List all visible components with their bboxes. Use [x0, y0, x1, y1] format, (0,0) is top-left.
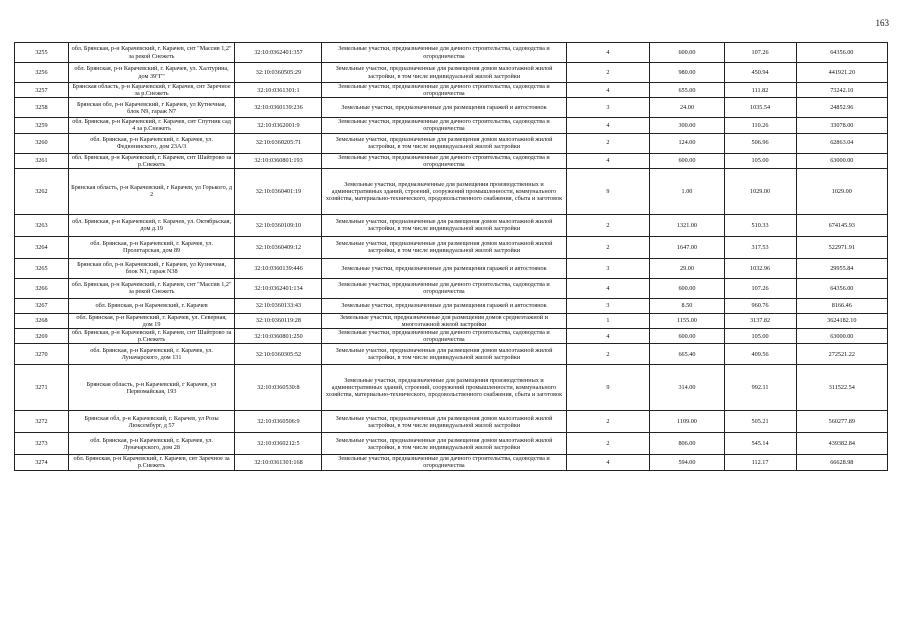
cell-number: 3261 [15, 153, 69, 168]
table-row [15, 411, 888, 433]
table-row [15, 153, 888, 168]
cell-cadastral-number: 32:10:0360801:193 [235, 153, 322, 168]
cell-area: 300.00 [650, 118, 724, 133]
cell-cadastral-value: 674145.93 [796, 214, 887, 236]
cell-cadastral-number: 32:10:0360139:446 [235, 258, 322, 278]
cell-address: обл. Брянская, р-н Карачевский, г. Карачев, снт Спутник сад 4 за р.Снежеть [68, 118, 235, 133]
cell-permitted-use: Земельные участки, предназначенные для размещения производственных и административных зданий, строений, сооружений промышленности, коммунального хозяйства, материально-технического, продовольственного снабжения, сбыта и заготовок [322, 365, 566, 411]
cell-area: 1.00 [650, 168, 724, 214]
cell-specific-value: 450.94 [724, 63, 796, 83]
cell-number: 3256 [15, 63, 69, 83]
cell-area: 600.00 [650, 153, 724, 168]
cell-number: 3269 [15, 329, 69, 344]
cell-number: 3262 [15, 168, 69, 214]
cell-number: 3258 [15, 98, 69, 118]
table-row [15, 433, 888, 455]
cell-permitted-use: Земельные участки, предназначенные для размещения домов малоэтажной жилой застройки, в том числе индивидуальной жилой застройки [322, 411, 566, 433]
cell-cadastral-number: 32:10:0360505:29 [235, 63, 322, 83]
cell-specific-value: 545.14 [724, 433, 796, 455]
cell-use-group: 4 [566, 118, 650, 133]
cell-permitted-use: Земельные участки, предназначенные для размещения домов малоэтажной жилой застройки, в том числе индивидуальной жилой застройки [322, 236, 566, 258]
cell-address: обл. Брянская, р-н Карачевский, г. Карачев, ул. Луначарского, дом 28 [68, 433, 235, 455]
cell-permitted-use: Земельные участки, предназначенные для размещения гаражей и автостоянок [322, 98, 566, 118]
cell-number: 3263 [15, 214, 69, 236]
cell-area: 594.00 [650, 455, 724, 470]
cell-cadastral-value: 560277.89 [796, 411, 887, 433]
cell-number: 3270 [15, 344, 69, 365]
cell-cadastral-value: 3624182.10 [796, 313, 887, 328]
cell-cadastral-value: 73242.10 [796, 83, 887, 98]
cell-permitted-use: Земельные участки, предназначенные для дачного строительства, садоводства и огородничества [322, 278, 566, 298]
cell-address: обл. Брянская, р-н Карачевский, г. Карачев, снт Шайтрово за р.Снежеть [68, 153, 235, 168]
cell-number: 3255 [15, 43, 69, 63]
cell-address: Брянская обл, р-н Карачевский, г Карачев, ул Кутнечная, блок N9, гараж N7 [68, 98, 235, 118]
cell-cadastral-number: 32:10:0360139:236 [235, 98, 322, 118]
cell-specific-value: 1035.54 [724, 98, 796, 118]
cell-address: Брянская область, р-н Карачевский, г Карачев, ул Первомайская, 193 [68, 365, 235, 411]
cell-cadastral-value: 64356.00 [796, 278, 887, 298]
cell-address: обл. Брянская, р-н Карачевский, г. Карачев, ул. Федюнинского, дом 23А/3 [68, 133, 235, 153]
cell-cadastral-value: 311522.54 [796, 365, 887, 411]
cell-area: 1109.00 [650, 411, 724, 433]
cell-cadastral-value: 1029.00 [796, 168, 887, 214]
cell-cadastral-value: 63000.00 [796, 329, 887, 344]
cell-use-group: 2 [566, 236, 650, 258]
cell-cadastral-number: 32:10:0361301:1 [235, 83, 322, 98]
cell-permitted-use: Земельные участки, предназначенные для размещения домов малоэтажной жилой застройки, в том числе индивидуальной жилой застройки [322, 344, 566, 365]
cell-specific-value: 960.76 [724, 298, 796, 313]
cell-area: 665.40 [650, 344, 724, 365]
cell-use-group: 4 [566, 43, 650, 63]
cell-number: 3265 [15, 258, 69, 278]
table-row [15, 365, 888, 411]
cell-cadastral-number: 32:10:0362401:134 [235, 278, 322, 298]
cell-cadastral-value: 33078.00 [796, 118, 887, 133]
cell-permitted-use: Земельные участки, предназначенные для размещения производственных и административных зданий, строений, сооружений промышленности, коммунального хозяйства, материально-технического, продовольственного снабжения, сбыта и заготовок [322, 168, 566, 214]
cell-address: обл. Брянская, р-н Карачевский, г. Карачев, снт Заречное за р.Снежеть [68, 455, 235, 470]
cell-number: 3268 [15, 313, 69, 328]
cell-number: 3260 [15, 133, 69, 153]
cell-number: 3273 [15, 433, 69, 455]
land-plot-table [14, 42, 888, 471]
cell-use-group: 2 [566, 63, 650, 83]
cell-cadastral-number: 32:10:0362001:9 [235, 118, 322, 133]
cell-address: обл. Брянская, р-н Карачевский, г. Карачев, ул. Октябрьская, дом д.19 [68, 214, 235, 236]
cell-cadastral-value: 24852.96 [796, 98, 887, 118]
cell-number: 3271 [15, 365, 69, 411]
cell-address: обл. Брянская, р-н Карачевский, г. Карачев, снт "Массив 1,2" за рекой Снежеть [68, 278, 235, 298]
cell-permitted-use: Земельные участки, предназначенные для дачного строительства, садоводства и огородничества [322, 118, 566, 133]
table-row [15, 168, 888, 214]
cell-use-group: 4 [566, 329, 650, 344]
cell-use-group: 2 [566, 433, 650, 455]
cell-use-group: 1 [566, 313, 650, 328]
table-row [15, 63, 888, 83]
cell-address: Брянская область, р-н Карачевский, г Карачев, ул Горького, д 2 [68, 168, 235, 214]
cell-area: 124.00 [650, 133, 724, 153]
cell-cadastral-number: 32:10:0360401:19 [235, 168, 322, 214]
cell-use-group: 4 [566, 83, 650, 98]
table-row [15, 98, 888, 118]
table-row [15, 133, 888, 153]
cell-address: обл. Брянская, р-н Карачевский, г. Карачев, ул. Луначарского, дом 131 [68, 344, 235, 365]
cell-number: 3257 [15, 83, 69, 98]
cell-number: 3272 [15, 411, 69, 433]
cell-use-group: 2 [566, 411, 650, 433]
cell-specific-value: 3137.82 [724, 313, 796, 328]
cell-address: обл. Брянская, р-н Карачевский, г. Карачев, ул. Северная, дом 19 [68, 313, 235, 328]
cell-area: 806.00 [650, 433, 724, 455]
cell-cadastral-value: 29955.84 [796, 258, 887, 278]
cell-cadastral-number: 32:10:0360205:71 [235, 133, 322, 153]
cell-area: 600.00 [650, 278, 724, 298]
cell-address: обл. Брянская, р-н Карачевский, г. Карачев, ул. Халтурина, дом 39"Г" [68, 63, 235, 83]
table-row [15, 313, 888, 328]
cell-address: обл. Брянская, р-н Карачевский, г. Карачев, ул. Пролетарская, дом 89 [68, 236, 235, 258]
cell-use-group: 2 [566, 344, 650, 365]
cell-area: 1155.00 [650, 313, 724, 328]
cell-specific-value: 107.26 [724, 278, 796, 298]
cell-cadastral-number: 32:10:0360212:5 [235, 433, 322, 455]
cell-cadastral-number: 32:10:0360530:8 [235, 365, 322, 411]
table-row [15, 118, 888, 133]
table-body [15, 43, 888, 471]
cell-cadastral-value: 522971.91 [796, 236, 887, 258]
cell-area: 8.50 [650, 298, 724, 313]
cell-use-group: 9 [566, 365, 650, 411]
cell-permitted-use: Земельные участки, предназначенные для размещения домов малоэтажной жилой застройки, в том числе индивидуальной жилой застройки [322, 63, 566, 83]
cell-cadastral-value: 64356.00 [796, 43, 887, 63]
cell-cadastral-value: 66628.98 [796, 455, 887, 470]
cell-cadastral-value: 62863.04 [796, 133, 887, 153]
cell-specific-value: 506.96 [724, 133, 796, 153]
cell-number: 3267 [15, 298, 69, 313]
cell-permitted-use: Земельные участки, предназначенные для размещения домов малоэтажной жилой застройки, в том числе индивидуальной жилой застройки [322, 214, 566, 236]
cell-address: Брянская обл, р-н Карачевский, г. Карачев, ул Розы Люксембург, д 57 [68, 411, 235, 433]
cell-area: 980.00 [650, 63, 724, 83]
cell-permitted-use: Земельные участки, предназначенные для дачного строительства, садоводства и огородничества [322, 329, 566, 344]
table-row [15, 455, 888, 470]
table-row [15, 83, 888, 98]
cell-area: 600.00 [650, 43, 724, 63]
cell-specific-value: 105.00 [724, 153, 796, 168]
cell-specific-value: 105.00 [724, 329, 796, 344]
cell-use-group: 2 [566, 214, 650, 236]
cell-address: Брянская обл, р-н Карачевский, г Карачев, ул Кузнечная, блок N1, гараж N38 [68, 258, 235, 278]
cell-use-group: 9 [566, 168, 650, 214]
cell-area: 600.00 [650, 329, 724, 344]
cell-cadastral-value: 272521.22 [796, 344, 887, 365]
cell-specific-value: 111.82 [724, 83, 796, 98]
cell-address: Брянская область, р-н Карачевский, г Карачев, снт Заречное за р.Снежеть [68, 83, 235, 98]
table-row [15, 344, 888, 365]
cell-number: 3266 [15, 278, 69, 298]
cell-use-group: 3 [566, 258, 650, 278]
cell-area: 655.00 [650, 83, 724, 98]
cell-number: 3259 [15, 118, 69, 133]
table-row [15, 236, 888, 258]
cell-cadastral-number: 32:10:0361301:168 [235, 455, 322, 470]
cell-area: 314.00 [650, 365, 724, 411]
table-row [15, 43, 888, 63]
cell-cadastral-number: 32:10:0360119:28 [235, 313, 322, 328]
cell-permitted-use: Земельные участки, предназначенные для размещения домов малоэтажной жилой застройки, в том числе индивидуальной жилой застройки [322, 133, 566, 153]
cell-address: обл. Брянская, р-н Карачевский, г. Карачев, снт Шайтрово за р.Снежеть [68, 329, 235, 344]
cell-cadastral-number: 32:10:0360305:52 [235, 344, 322, 365]
cell-number: 3264 [15, 236, 69, 258]
cell-area: 24.00 [650, 98, 724, 118]
cell-use-group: 3 [566, 298, 650, 313]
cell-permitted-use: Земельные участки, предназначенные для размещения домов среднеэтажной и многоэтажной жилой застройки [322, 313, 566, 328]
cell-cadastral-value: 441921.20 [796, 63, 887, 83]
cell-area: 1647.00 [650, 236, 724, 258]
cell-use-group: 4 [566, 153, 650, 168]
cell-area: 1321.00 [650, 214, 724, 236]
page-number: 163 [875, 18, 889, 28]
cell-use-group: 4 [566, 455, 650, 470]
cell-permitted-use: Земельные участки, предназначенные для размещения домов малоэтажной жилой застройки, в том числе индивидуальной жилой застройки [322, 433, 566, 455]
cell-address: обл. Брянская, р-н Карачевский, г. Карачев, снт "Массив 1,2" за рекой Снежеть [68, 43, 235, 63]
cell-permitted-use: Земельные участки, предназначенные для дачного строительства, садоводства и огородничества [322, 43, 566, 63]
cell-cadastral-value: 63000.00 [796, 153, 887, 168]
cell-permitted-use: Земельные участки, предназначенные для размещения гаражей и автостоянок [322, 298, 566, 313]
cell-cadastral-number: 32:10:0362401:357 [235, 43, 322, 63]
cell-permitted-use: Земельные участки, предназначенные для дачного строительства, садоводства и огородничества [322, 153, 566, 168]
cell-specific-value: 317.53 [724, 236, 796, 258]
table-row [15, 298, 888, 313]
cell-use-group: 3 [566, 98, 650, 118]
cell-address: обл. Брянская, р-н Карачевский, г. Карачев [68, 298, 235, 313]
cell-specific-value: 409.56 [724, 344, 796, 365]
cell-specific-value: 107.26 [724, 43, 796, 63]
cell-cadastral-number: 32:10:0360409:12 [235, 236, 322, 258]
cell-permitted-use: Земельные участки, предназначенные для размещения гаражей и автостоянок [322, 258, 566, 278]
cell-cadastral-number: 32:10:0360801:250 [235, 329, 322, 344]
cell-cadastral-number: 32:10:0360506:9 [235, 411, 322, 433]
cell-cadastral-number: 32:10:0360109:10 [235, 214, 322, 236]
cell-permitted-use: Земельные участки, предназначенные для дачного строительства, садоводства и огородничества [322, 83, 566, 98]
cell-specific-value: 992.11 [724, 365, 796, 411]
cell-use-group: 4 [566, 278, 650, 298]
cell-use-group: 2 [566, 133, 650, 153]
cell-specific-value: 110.26 [724, 118, 796, 133]
cell-cadastral-value: 8166.46 [796, 298, 887, 313]
table-row [15, 329, 888, 344]
table-row [15, 258, 888, 278]
cell-number: 3274 [15, 455, 69, 470]
table-row [15, 278, 888, 298]
cell-specific-value: 1032.96 [724, 258, 796, 278]
cell-cadastral-value: 439382.84 [796, 433, 887, 455]
cell-specific-value: 510.33 [724, 214, 796, 236]
cell-specific-value: 1029.00 [724, 168, 796, 214]
cell-permitted-use: Земельные участки, предназначенные для дачного строительства, садоводства и огородничества [322, 455, 566, 470]
table-row [15, 214, 888, 236]
cell-cadastral-number: 32:10:0360133:43 [235, 298, 322, 313]
cell-specific-value: 112.17 [724, 455, 796, 470]
cell-area: 29.00 [650, 258, 724, 278]
cell-specific-value: 505.21 [724, 411, 796, 433]
